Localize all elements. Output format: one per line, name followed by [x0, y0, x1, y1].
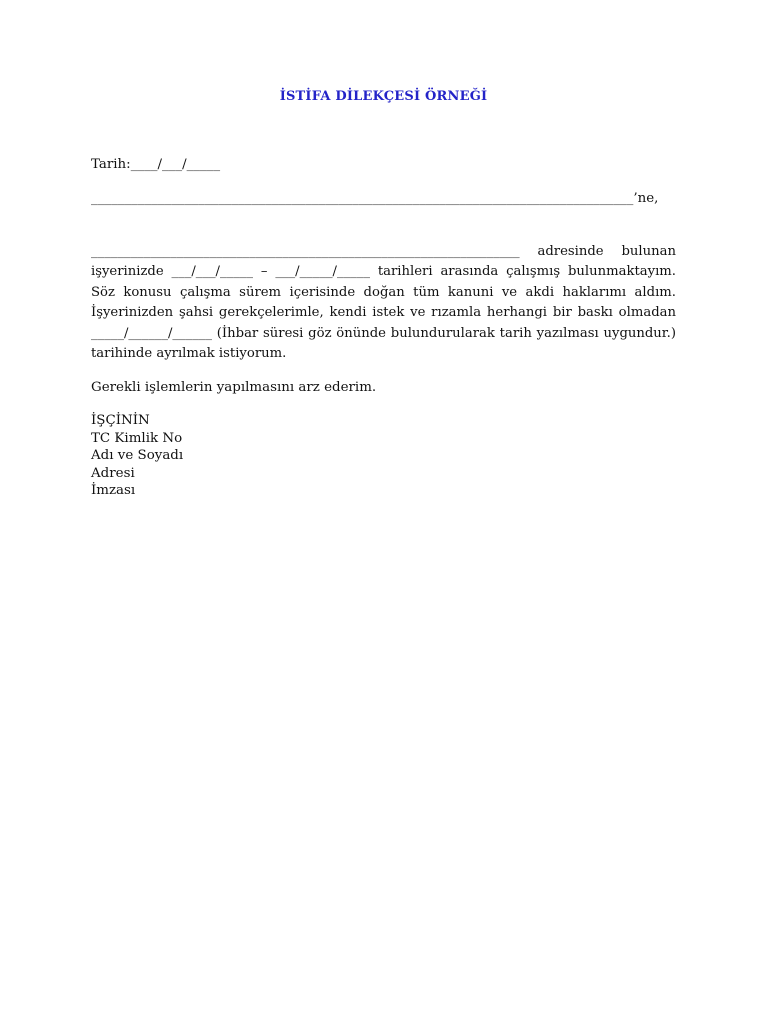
- document-page: [91, 0, 676, 1024]
- document-title: İSTİFA DİLEKÇESİ ÖRNEĞİ: [279, 89, 488, 104]
- body-paragraph: _________________________________________________________________ adresinde bulunan işyerinizde ___/___/_____ – ___/_____/_____ tarihleri arasında çalışmış bulunmaktayım. Söz konusu çalışma sürem içerisinde doğan tüm kanuni ve akdi haklarımı aldım. İşyerinizden şahsi gerekçelerimle, kendi istek ve rızamla herhangi bir baskı olmadan _____/______/______ (İhbar süresi göz önünde bulundurularak tarih yazılması uygundur.) tarihinde ayrılmak istiyorum.: [91, 244, 676, 362]
- signature-heading: İŞÇİNİN: [91, 413, 150, 428]
- signature-field-adres: Adresi: [91, 465, 135, 481]
- signature-block: [91, 412, 183, 500]
- closing-sentence: Gerekli işlemlerin yapılmasını arz ederim.: [91, 380, 377, 395]
- date-line: Tarih:____/___/_____: [91, 157, 221, 172]
- signature-field-tc-kimlik: TC Kimlik No: [91, 430, 183, 446]
- addressee-line: _________________________________________________________________________________’ne,: [91, 191, 659, 206]
- signature-field-imza: İmzası: [91, 483, 136, 499]
- signature-field-ad-soyad: Adı ve Soyadı: [91, 448, 184, 464]
